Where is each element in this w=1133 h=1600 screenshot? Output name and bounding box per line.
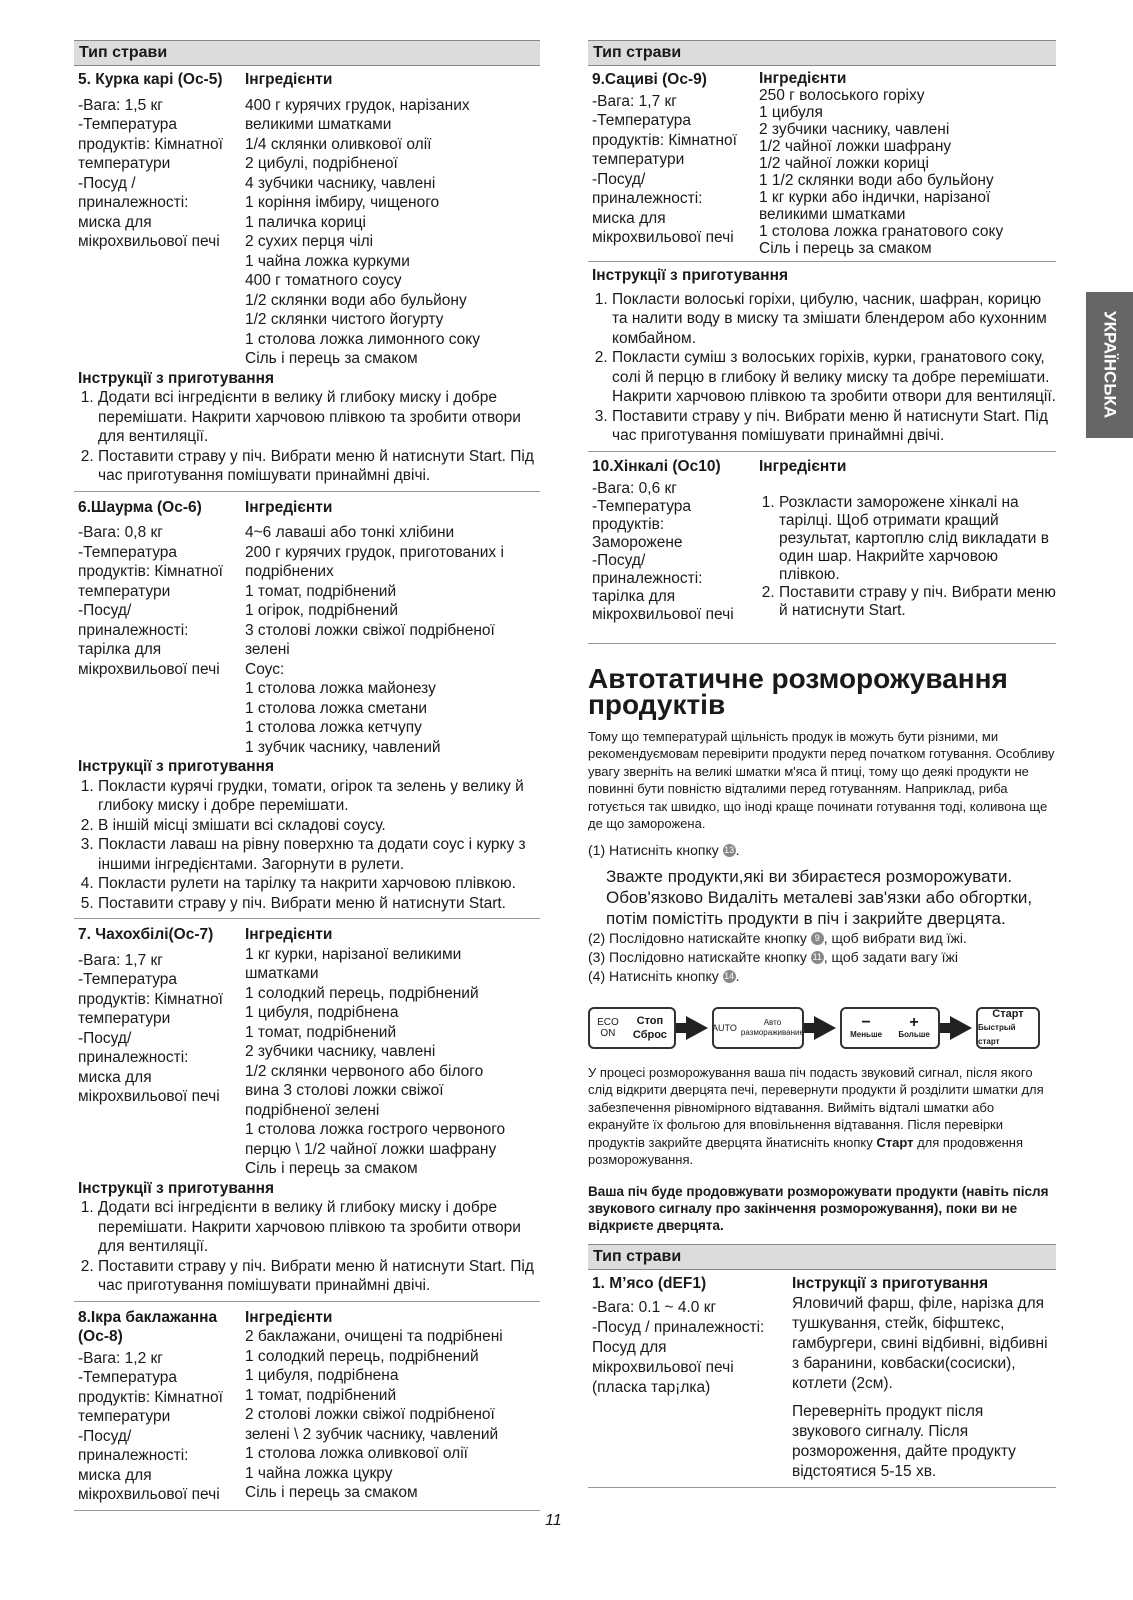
table-header: Тип страви — [588, 1244, 1056, 1270]
divider — [588, 643, 1056, 644]
step: 1. Додати всі інгредієнти в велику й глибоку миску і добре перемішати. Накрити харчовою плівкою та зробити отвори для вентиляції. — [98, 388, 540, 447]
instructions-9 — [588, 262, 1056, 446]
instructions-label: Інструкції з приготування — [78, 369, 275, 387]
recipe-params: -Вага: 0,8 кг -Температура продуктів: Кімнатної температури -Посуд/ приналежності: тарілка для мікрохвильової печі — [78, 524, 223, 678]
recipe-5 — [74, 66, 540, 369]
recipe-6 — [74, 492, 540, 758]
page-number: 11 — [545, 1512, 562, 1529]
ingredients-label: Інгредієнти — [245, 926, 333, 943]
step: 5. Поставити страву у піч. Вибрати меню й натиснути Start. — [98, 894, 540, 914]
auto-defrost-button: AUTO Авто размораживание — [712, 1007, 804, 1049]
recipe-10 — [588, 452, 1056, 638]
step: 4. Покласти рулети на тарілку та накрити харчовою плівкою. — [98, 874, 540, 894]
ingredients-label: Інгредієнти — [245, 498, 333, 516]
step: 3. Покласти лаваш на рівну поверхню та додати соус і курку з іншими інгредієнтами. Загорнути в рулети. — [98, 835, 540, 874]
warning-text: Ваша піч буде продовжувати розморожувати продукти (навіть після звукового сигналу про закінчення розморожування), поки ви не відкриєте дверцята. — [588, 1183, 1049, 1233]
recipe-params: -Вага: 1,7 кг -Температура продуктів: Кімнатної температури -Посуд/ приналежності: миска для мікрохвильової печі — [78, 951, 223, 1105]
ingredients-list: 4~6 лаваші або тонкі хлібини 200 г курячих грудок, приготованих і подрібнених 1 томат, подрібнений 1 огірок, подрібнений 3 столові ложки свіжої подрібненої зелені Соус: 1 столова ложка майонезу 1 столова ложка сметани 1 столова ложка кетчупу 1 зубчик часнику, чавлений — [245, 524, 504, 756]
recipe-params: -Вага: 0,6 кг -Температура продуктів: Заморожене -Посуд/ приналежності: тарілка для мікрохвильової печі — [592, 479, 734, 623]
recipe-params: -Вага: 1,2 кг -Температура продуктів: Кімнатної температури -Посуд/ приналежності: миска для мікрохвильової печі — [78, 1349, 223, 1503]
step-2: (2) Послідовно натискайте кнопку 9 , щоб вибрати вид їжі. — [588, 929, 967, 946]
ingredients-label: Інгредієнти — [759, 70, 847, 87]
recipe-name: 1. М’ясо (dEF1) — [592, 1274, 707, 1292]
table-header: Тип страви — [588, 40, 1056, 66]
recipe-params: -Вага: 1,5 кг -Температура продуктів: Кімнатної температури -Посуд / приналежності: миска для мікрохвильової печі — [78, 96, 223, 250]
defrost-meat — [588, 1270, 1056, 1482]
step: 1. Покласти курячі грудки, томати, огірок та зелень у велику й глибоку миску і добре перемішати. — [98, 777, 540, 816]
ingredients-label: Інгредієнти — [759, 457, 847, 475]
recipe-name: 6.Шаурма (Ос-6) — [78, 498, 202, 516]
right-column — [588, 40, 1056, 1488]
section-title: Автотатичне розморожування продуктів — [588, 662, 1008, 720]
table-header: Тип страви — [74, 40, 540, 66]
instructions-6 — [74, 757, 540, 913]
less-more-buttons: − Меньше + Больше — [840, 1007, 940, 1049]
step: 1. Покласти волоські горіхи, цибулю, часник, шафран, корицю та налити воду в миску та змішати блендером або кухонним комбайном. — [612, 290, 1056, 349]
recipe-params: -Вага: 0.1 ~ 4.0 кг -Посуд / приналежності: Посуд для мікрохвильової печі (пласка тар¡лка) — [592, 1298, 765, 1396]
button-number-icon: 14 — [724, 971, 735, 982]
step: 1. Додати всі інгредієнти в велику й глибоку миску і добре перемішати. Накрити харчовою плівкою та зробити отвори для вентиляції. — [98, 1198, 540, 1257]
arrow-icon — [676, 1023, 686, 1033]
button-number-icon: 11 — [812, 952, 822, 963]
recipe-8 — [74, 1302, 540, 1505]
recipe-9 — [588, 66, 1056, 257]
left-column — [74, 40, 540, 1511]
step: 1. Розкласти заморожене хінкалі на тарілці. Щоб отримати кращий результат, картоплю слід викладати в один шар. Накрийте харчовою плівкою. — [779, 494, 1056, 584]
control-panel-diagram — [588, 1004, 1056, 1052]
meat-instructions: Яловичий фарш, філе, нарізка для тушкування, стейк, біфштекс, гамбургери, свині відбивні, відбивні з баранини, ковбаски(сосиски), котлети (2см). — [792, 1294, 1048, 1392]
instructions-5 — [74, 369, 540, 486]
arrow-icon — [940, 1023, 950, 1033]
recipe-name: 9.Сациві (Ос-9) — [592, 71, 707, 88]
arrow-icon — [804, 1023, 814, 1033]
step: 2. В іншій місці змішати всі складові соусу. — [98, 816, 540, 836]
ingredients-label: Інгредієнти — [245, 1308, 333, 1326]
step: 2. Покласти суміш з волоських горіхів, курки, гранатового соку, солі й перцю в глибоку й велику миску та добре перемішати. Накрити харчовою плівкою та зробити отвори для вентиляції. — [612, 348, 1056, 407]
step-4: (4) Натисніть кнопку 14 . — [588, 967, 740, 984]
weigh-text: Зважте продукти,які ви збираєтеся розморожувати. Обов'язково Видаліть металеві зав'язки або обгортки, потім помістіть продукти в піч і закрийте дверцята. — [606, 866, 1033, 928]
ingredients-list: 400 г курячих грудок, нарізаних великими шматками 1/4 склянки оливкової олії 2 цибулі, подрібненої 4 зубчики часнику, чавлені 1 коріння імбиру, чищеного 1 паличка кориці 2 сухих перця чілі 1 чайна ложка куркуми 400 г томатного соусу 1/2 склянки води або бульйону 1/2 склянки чистого йогурту 1 столова ложка лимонного соку Сіль і перець за смаком — [245, 96, 480, 367]
start-button: Старт Быстрый старт — [976, 1007, 1040, 1049]
divider — [588, 1487, 1056, 1488]
button-number-icon: 13 — [724, 845, 735, 856]
step-1: (1) Натисніть кнопку 13 . — [588, 841, 740, 858]
recipe-params: -Вага: 1,7 кг -Температура продуктів: Кімнатної температури -Посуд/ приналежності: миска для мікрохвильової печі — [592, 92, 737, 246]
meat-instructions-2: Переверніть продукт після звукового сигналу. Після розмороження, дайте продукту відстоятися 5-15 хв. — [792, 1402, 1016, 1480]
instructions-label: Інструкції з приготування — [78, 1179, 275, 1197]
divider — [74, 1510, 540, 1511]
ingredients-list: 1 кг курки, нарізаної великими шматками 1 солодкий перець, подрібнений 1 цибуля, подрібнена 1 томат, подрібнений 2 зубчики часнику, чавлені 1/2 склянки червоного або білого вина 3 столові ложки свіжої подрібненої зелені 1 столова ложка гострого червоного перцю \ 1/2 чайної ложки шафрану Сіль і перець за смаком — [245, 945, 506, 1177]
arrow-icon — [814, 1016, 836, 1040]
ingredients-label: Інгредієнти — [245, 71, 333, 88]
step: 2. Поставити страву у піч. Вибрати меню й натиснути Start. Під час приготування помішувати принаймні двічі. — [98, 1257, 540, 1296]
arrow-icon — [950, 1016, 972, 1040]
defrost-note: У процесі розморожування ваша піч подасть звуковий сигнал, після якого слід відкрити дверцята печі, перевернути продукти й розділити шматки для забезпечення рівномірного відтавання. Вийміть відталі шматки або екрануйте їх фольгою для вповільнення відтавання. Після перевірки продуктів закрийте дверцята йнатисніть кнопку Старт для продовження розморожування. — [588, 1064, 1044, 1167]
recipe-7 — [74, 919, 540, 1179]
recipe-name: 7. Чахохбілі(Ос-7) — [78, 926, 214, 943]
arrow-icon — [686, 1016, 708, 1040]
instructions-label: Інструкції з приготування — [592, 267, 789, 284]
stop-reset-button: ECO ON Стоп Сброс — [588, 1007, 676, 1049]
recipe-name: 8.Ікра баклажанна (Ос-8) — [78, 1308, 218, 1345]
language-tab: УКРАЇНСЬКА — [1086, 292, 1133, 438]
defrost-intro: Тому що температурай щільність продук ів можуть бути різними, ми рекомендуємовам перевірити продукти перед початком готування. Особливу увагу зверніть на великі шматки м'яса й птиці, тому що деякі продукти не повинні бути повністю відталими перед готуванням. Наприклад, риба готується так швидко, що іноді краще починати готування тоді, коливона ще де що заморожена. — [588, 728, 1055, 831]
step-3: (3) Послідовно натискайте кнопку 11 , щоб задати вагу їжі — [588, 948, 958, 965]
ingredients-list: 2 баклажани, очищені та подрібнені 1 солодкий перець, подрібнений 1 цибуля, подрібнена 1 томат, подрібнений 2 столові ложки свіжої подрібненої зелені \ 2 зубчик часнику, чавлений 1 столова ложка оливкової олії 1 чайна ложка цукру Сіль і перець за смаком — [245, 1328, 503, 1501]
ingredients-list: 250 г волоського горіху 1 цибуля 2 зубчики часнику, чавлені 1/2 чайної ложки шафрану 1/2 чайної ложки кориці 1 1/2 склянки води або бульйону 1 кг курки або індички, нарізаної великими шматками 1 столова ложка гранатового соку Сіль і перець за смаком — [759, 87, 1004, 257]
instructions-label: Інструкції з приготування — [792, 1274, 989, 1292]
step: 2. Поставити страву у піч. Вибрати меню й натиснути Start. Під час приготування помішувати принаймні двічі. — [98, 447, 540, 486]
recipe-name: 5. Курка карі (Ос-5) — [78, 71, 223, 88]
step: 2. Поставити страву у піч. Вибрати меню й натиснути Start. — [779, 584, 1056, 620]
instructions-label: Інструкції з приготування — [78, 758, 275, 775]
button-number-icon: 9 — [811, 932, 824, 945]
step: 3. Поставити страву у піч. Вибрати меню й натиснути Start. Під час приготування помішувати принаймні двічі. — [612, 407, 1056, 446]
recipe-name: 10.Хінкалі (Ос10) — [592, 457, 721, 475]
instructions-7 — [74, 1179, 540, 1296]
